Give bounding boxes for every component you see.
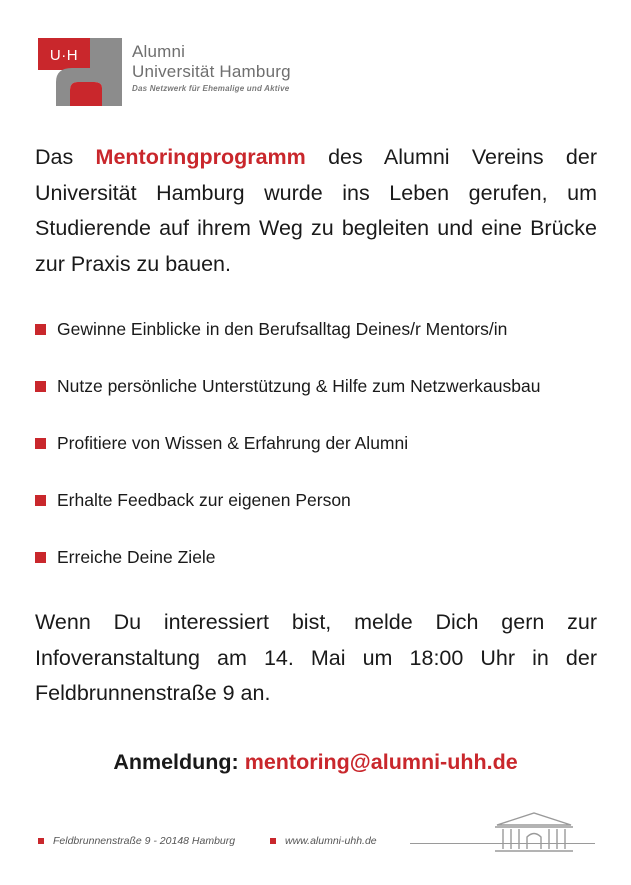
footer-address-text: Feldbrunnenstraße 9 - 20148 Hamburg (53, 835, 236, 847)
svg-text:U·H: U·H (49, 47, 79, 64)
logo-text (132, 42, 291, 95)
intro-paragraph (35, 140, 597, 282)
intro-text-before: Das (35, 145, 96, 169)
registration-line (0, 747, 631, 777)
list-item (35, 485, 605, 542)
registration-email-link[interactable]: mentoring@alumni-uhh.de (244, 750, 518, 774)
bullet-square-icon (35, 438, 46, 449)
building-icon (493, 811, 575, 853)
intro-text-after: des Alumni Vereins der Universität Hamburg wurde ins Leben gerufen, um Studierende auf ihrem Weg zu begleiten und eine Brücke zur Praxis zu bauen. (35, 145, 597, 276)
registration-label: Anmeldung: (113, 750, 239, 774)
list-item-text: Erreiche Deine Ziele (57, 547, 216, 567)
logo-line-university: Universität Hamburg (132, 62, 291, 81)
bullet-square-icon (35, 381, 46, 392)
list-item (35, 314, 605, 371)
footer-square-icon (270, 838, 276, 844)
benefits-list (35, 314, 605, 599)
bullet-square-icon (35, 495, 46, 506)
list-item (35, 428, 605, 485)
footer-website-text[interactable]: www.alumni-uhh.de (285, 835, 377, 847)
closing-paragraph: Wenn Du interessiert bist, melde Dich gern zur Infoveranstaltung am 14. Mai um 18:00 Uhr in der Feldbrunnenstraße 9 an. (35, 610, 597, 705)
list-item-text: Nutze persönliche Unterstützung & Hilfe zum Netzwerkausbau (57, 376, 541, 396)
bullet-square-icon (35, 324, 46, 335)
footer (38, 833, 598, 853)
list-item-text: Gewinne Einblicke in den Berufsalltag Deines/r Mentors/in (57, 319, 508, 339)
list-item (35, 371, 605, 428)
uhh-logo-mark-icon (38, 38, 122, 106)
intro-highlight: Mentoringprogramm (95, 145, 306, 169)
footer-address (38, 835, 235, 847)
list-item (35, 542, 605, 599)
logo-tagline: Das Netzwerk für Ehemalige und Aktive (132, 84, 290, 93)
logo-line-alumni: Alumni (132, 42, 186, 61)
alumni-logo (38, 38, 328, 110)
footer-square-icon (38, 838, 44, 844)
list-item-text: Erhalte Feedback zur eigenen Person (57, 490, 351, 510)
bullet-square-icon (35, 552, 46, 563)
footer-website[interactable] (270, 835, 377, 847)
list-item-text: Profitiere von Wissen & Erfahrung der Alumni (57, 433, 409, 453)
